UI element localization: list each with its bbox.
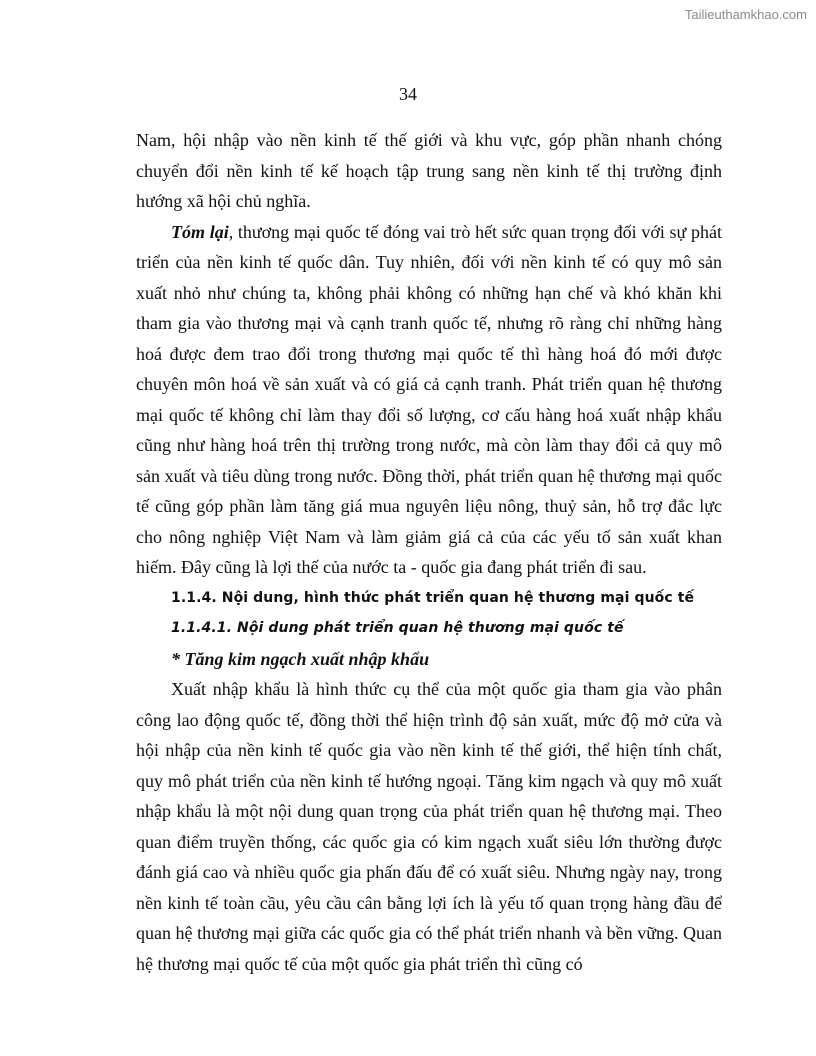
paragraph-summary (136, 217, 722, 583)
summary-body-text: , thương mại quốc tế đóng vai trò hết sức quan trọng đối với sự phát triển của nền kinh tế quốc dân. Tuy nhiên, đối với nền kinh tế có quy mô sản xuất nhỏ như chúng ta, không phải không có những hạn chế và khó khăn khi tham gia vào thương mại và cạnh tranh quốc tế, nhưng rõ ràng chỉ những hàng hoá được đem trao đổi trong thương mại quốc tế thì hàng hoá đó mới được chuyên môn hoá về sản xuất và có giá cả cạnh tranh. Phát triển quan hệ thương mại quốc tế không chỉ làm thay đổi số lượng, cơ cấu hàng hoá xuất nhập khẩu cũng như hàng hoá trên thị trường trong nước, mà còn làm thay đổi cả quy mô sản xuất và tiêu dùng trong nước. Đồng thời, phát triển quan hệ thương mại quốc tế cũng góp phần làm tăng giá mua nguyên liệu nông, thuỷ sản, hỗ trợ đắc lực cho nông nghiệp Việt Nam và làm giảm giá cả của các yếu tố sản xuất khan hiếm. Đây cũng là lợi thế của nước ta - quốc gia đang phát triển đi sau. (136, 221, 722, 577)
page-number: 34 (399, 84, 417, 104)
summary-lead-phrase: Tóm lại (171, 221, 229, 242)
watermark-text: Tailieuthamkhao.com (684, 7, 807, 22)
document-body (136, 125, 722, 979)
section-heading-1-1-4-1: 1.1.4.1. Nội dung phát triển quan hệ thương mại quốc tế (171, 620, 624, 636)
paragraph-export-import: Xuất nhập khẩu là hình thức cụ thể của một quốc gia tham gia vào phân công lao động quốc tế, đồng thời thể hiện trình độ sản xuất, mức độ mở cửa và hội nhập của nền kinh tế quốc gia vào nền kinh tế thế giới, thể hiện tính chất, quy mô phát triển của nền kinh tế hướng ngoại. Tăng kim ngạch và quy mô xuất nhập khẩu là một nội dung quan trọng của phát triển quan hệ thương mại. Theo quan điểm truyền thống, các quốc gia có kim ngạch xuất siêu lớn thường được đánh giá cao và nhiều quốc gia phấn đấu để có xuất siêu. Nhưng ngày nay, trong nền kinh tế toàn cầu, yêu cầu cân bằng lợi ích là yếu tố quan trọng hàng đầu để quan hệ thương mại giữa các quốc gia có thể phát triển nhanh và bền vững. Quan hệ thương mại quốc tế của một quốc gia phát triển thì cũng có (136, 679, 722, 974)
bullet-subheading: * Tăng kim ngạch xuất nhập khẩu (171, 648, 430, 669)
section-heading-1-1-4: 1.1.4. Nội dung, hình thức phát triển quan hệ thương mại quốc tế (171, 589, 695, 606)
paragraph-continuation: Nam, hội nhập vào nền kinh tế thế giới và khu vực, góp phần nhanh chóng chuyển đổi nền kinh tế kế hoạch tập trung sang nền kinh tế thị trường định hướng xã hội chủ nghĩa. (136, 130, 722, 211)
